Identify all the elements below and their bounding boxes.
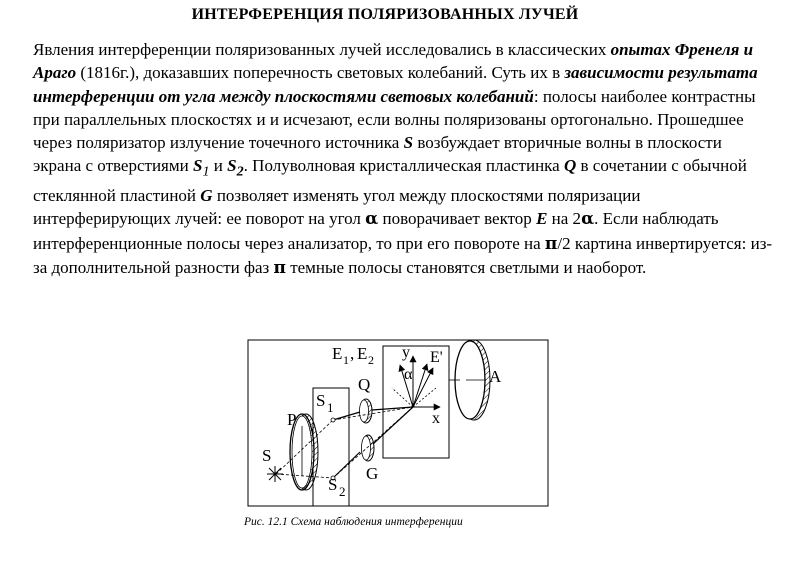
text-segment: темные полосы становятся светлыми и наоборот. [285,258,647,278]
symbol-S: S [403,133,414,153]
text-segment: Явления интерференции поляризованных лучей исследовались в классических [33,40,611,59]
symbol-alpha-2: α [581,209,595,230]
text-segment: . Если наблюдать интерференционные полосы через анализатор, то при его повороте на [33,209,719,253]
emphasis-dependence: зависимости результата интерференции от угла между плоскостями световых колебаний [33,63,758,106]
emphasis-fresnel-arago: опытах Френеля и Араго [33,40,754,83]
symbol-S1: S [192,156,203,176]
text-segment: . Полуволновая кристаллическая пластинка [243,156,564,176]
point-source-icon [267,466,283,482]
label-E2-sub: 2 [368,353,374,367]
symbol-Q: Q [563,156,577,176]
label-x: x [432,410,440,427]
symbol-E: E [536,209,548,229]
figure-caption: Рис. 12.1 Схема наблюдения интерференции [244,516,463,528]
label-P: P [287,410,297,429]
vector-E [413,368,433,407]
symbol-S1-sub: 1 [202,163,210,180]
label-E1: E [332,344,343,363]
label-E-prime: E' [430,349,443,366]
aperture-S1 [331,418,335,422]
label-A: A [489,367,502,386]
text-segment: на 2 [547,209,582,229]
symbol-alpha: α [365,209,379,230]
text-segment: и [209,156,228,176]
vector-E-prime [413,364,427,407]
page-title: ИНТЕРФЕРЕНЦИЯ ПОЛЯРИЗОВАННЫХ ЛУЧЕЙ [191,6,579,23]
label-S2-sub: 2 [339,484,346,499]
label-S: S [262,446,272,465]
label-E1-sub: 1 [343,353,349,367]
half-wave-plate-face [360,400,369,422]
label-S2: S [328,475,338,494]
text-segment: возбуждает вторичные волны в плоскости экрана с отверстиями [33,133,722,176]
label-S1: S [316,391,326,410]
glass-plate-face [362,436,371,460]
symbol-G: G [200,186,213,206]
label-alpha: α [404,366,413,383]
symbol-pi-2: π [273,258,286,279]
text-segment: в сочетании с обычной стеклянной пластиной [33,156,747,206]
label-E2: E [357,344,368,363]
text-segment: : полосы наиболее контрастны при параллельных плоскостях и и исчезают, если волны поляризованы ортогонально. Прошедшее через поляризатор излучение точечного источника [33,86,756,153]
label-comma: , [350,344,355,363]
symbol-S2-sub: 2 [236,163,244,180]
label-S1-sub: 1 [327,400,334,415]
label-G: G [366,464,379,483]
text-segment: /2 картина инвертируется: из-за дополнительной разности фаз [33,233,773,278]
symbol-pi: π [544,233,558,254]
label-y: y [402,344,410,361]
text-segment: поворачивает вектор [378,209,537,229]
text-segment: (1816г.), доказавших поперечность световых колебаний. Суть их в [76,63,565,83]
label-Q: Q [358,375,371,394]
text-segment: позволяет изменять угол между плоскостями поляризации интерферирующих лучей: ее поворот на угол [33,186,641,229]
symbol-S2: S [227,156,237,176]
